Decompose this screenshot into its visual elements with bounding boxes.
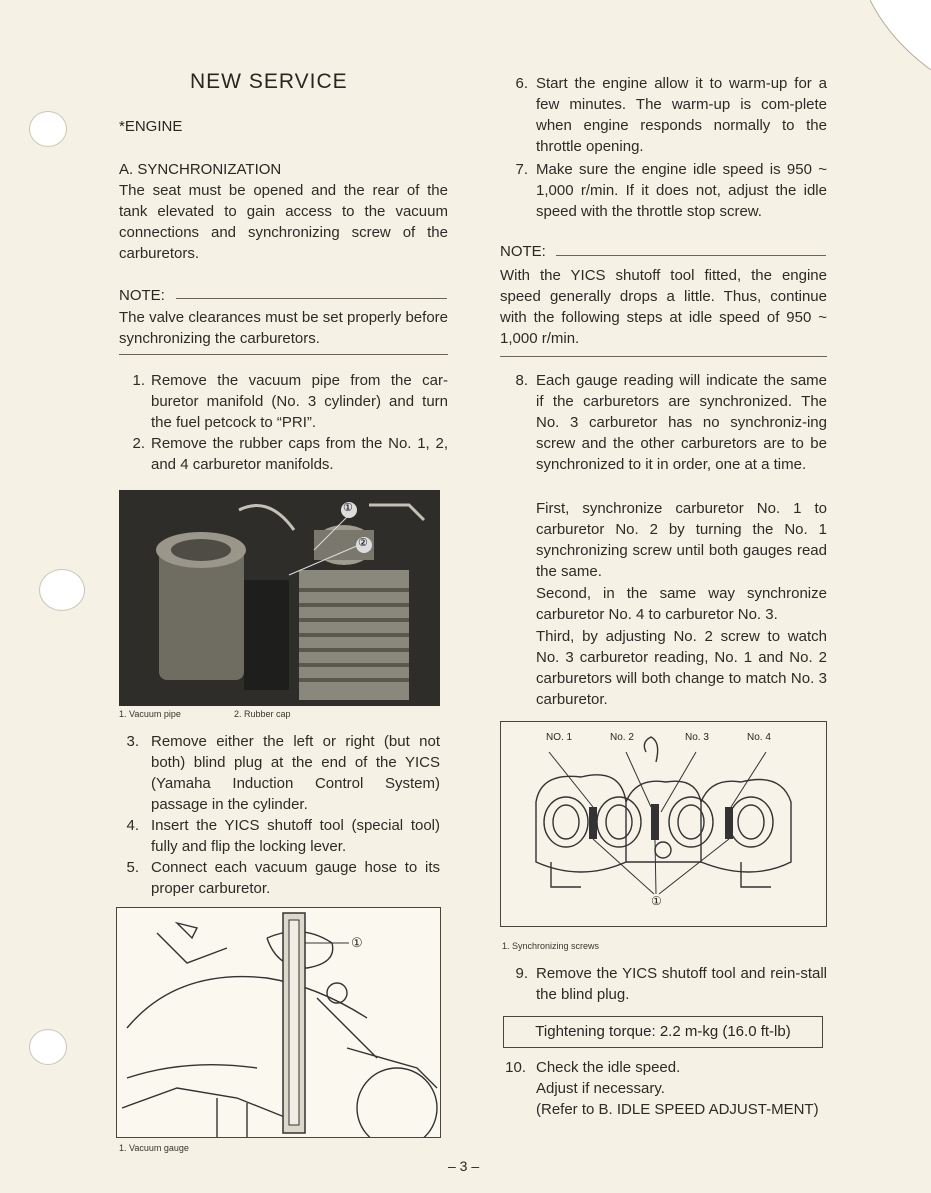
list-item: 5. Connect each vacuum gauge hose to its proper carburetor.: [126, 859, 440, 897]
note-top-rule: [176, 298, 447, 299]
note-top-rule: [556, 255, 826, 256]
motorcycle-line-drawing: [117, 908, 440, 1137]
note-label: NOTE:: [119, 287, 165, 304]
synchronization-intro: The seat must be opened and the rear of the tank elevated to gain access to the vacuum connections and synchronizing screw of the carburetors.: [119, 182, 448, 262]
list-item: 1. Remove the vacuum pipe from the car-buretor manifold (No. 3 cylinder) and turn the fuel petcock to “PRI”.: [132, 372, 448, 431]
carburetor-label: No. 2: [610, 732, 634, 743]
folded-corner: [870, 0, 931, 70]
callout-1: ①: [343, 502, 353, 514]
punch-hole-top: [30, 112, 66, 146]
list-item: 2. Remove the rubber caps from the No. 1, 2, and 4 carburetor manifolds.: [132, 435, 448, 473]
list-item: 4. Insert the YICS shutoff tool (special tool) fully and flip the locking lever.: [126, 817, 440, 855]
list-item: 10. Check the idle speed. Adjust if necessary. (Refer to B. IDLE SPEED ADJUST-MENT): [505, 1059, 819, 1118]
note-bottom-rule: [500, 356, 827, 357]
carburetor-label: No. 3: [685, 732, 709, 743]
carburetor-photo-illustration: [119, 490, 440, 706]
torque-spec-text: Tightening torque: 2.2 m-kg (16.0 ft-lb): [535, 1023, 791, 1040]
callout-1: ①: [651, 894, 662, 908]
carburetor-bank-drawing: [501, 722, 826, 926]
page-number: – 3 –: [448, 1158, 480, 1174]
list-item: 3. Remove either the left or right (but not both) blind plug at the end of the YICS (Yamaha Induction Control System) passage in the cylinder.: [126, 733, 440, 813]
synchronizing-screws-diagram: [500, 721, 827, 927]
note-text: The valve clearances must be set properly before synchronizing the carburetors.: [119, 309, 448, 347]
callout-2: ②: [358, 537, 368, 549]
carburetor-photo: [119, 490, 440, 706]
note-label: NOTE:: [500, 243, 546, 260]
carburetor-label: No. 4: [747, 732, 771, 743]
carburetor-label: NO. 1: [546, 732, 573, 743]
vacuum-gauge-diagram: [116, 907, 441, 1138]
note-bottom-rule: [119, 354, 448, 355]
list-item: 6. Start the engine allow it to warm-up for a few minutes. The warm-up is com-plete when engine responds normally to the throttle opening.: [515, 75, 827, 155]
punch-hole-middle: [40, 570, 84, 610]
note-text: With the YICS shutoff tool fitted, the engine speed generally drops a little. Thus, continue with the following steps at idle speed of 950 ~ 1,000 r/min.: [500, 267, 827, 347]
figure-caption: 1. Vacuum pipe: [119, 709, 181, 719]
torque-spec-box: [503, 1016, 823, 1048]
list-item: 8. Each gauge reading will indicate the same if the carburetors are synchronized. The No. 3 carburetor has no synchroniz-ing screw and the other carburetors are to be synchronized to it in order, one at a time. First, synchronize carburetor No. 1 to carburetor No. 2 by turning the No. 1 synchronizing screw until both gauges read the same. Second, in the same way synchronize carburetor No. 4 to carburetor No. 3. Third, by adjusting No. 2 screw to watch No. 3 carburetor reading, No. 1 and No. 2 carburetors will both change to match No. 3 carburetor.: [515, 372, 827, 708]
synchronization-heading: A. SYNCHRONIZATION: [119, 161, 282, 178]
punch-hole-bottom: [30, 1030, 66, 1064]
figure-caption: 1. Vacuum gauge: [119, 1143, 189, 1153]
callout-1: ①: [351, 935, 363, 950]
page-heading: NEW SERVICE: [190, 70, 348, 93]
engine-heading: *ENGINE: [119, 118, 183, 135]
list-item: 9. Remove the YICS shutoff tool and rein-stall the blind plug.: [515, 965, 827, 1003]
list-item: 7. Make sure the engine idle speed is 950 ~ 1,000 r/min. If it does not, adjust the idle speed with the throttle stop screw.: [515, 161, 827, 220]
figure-caption: 1. Synchronizing screws: [502, 941, 600, 951]
figure-caption: 2. Rubber cap: [234, 709, 291, 719]
